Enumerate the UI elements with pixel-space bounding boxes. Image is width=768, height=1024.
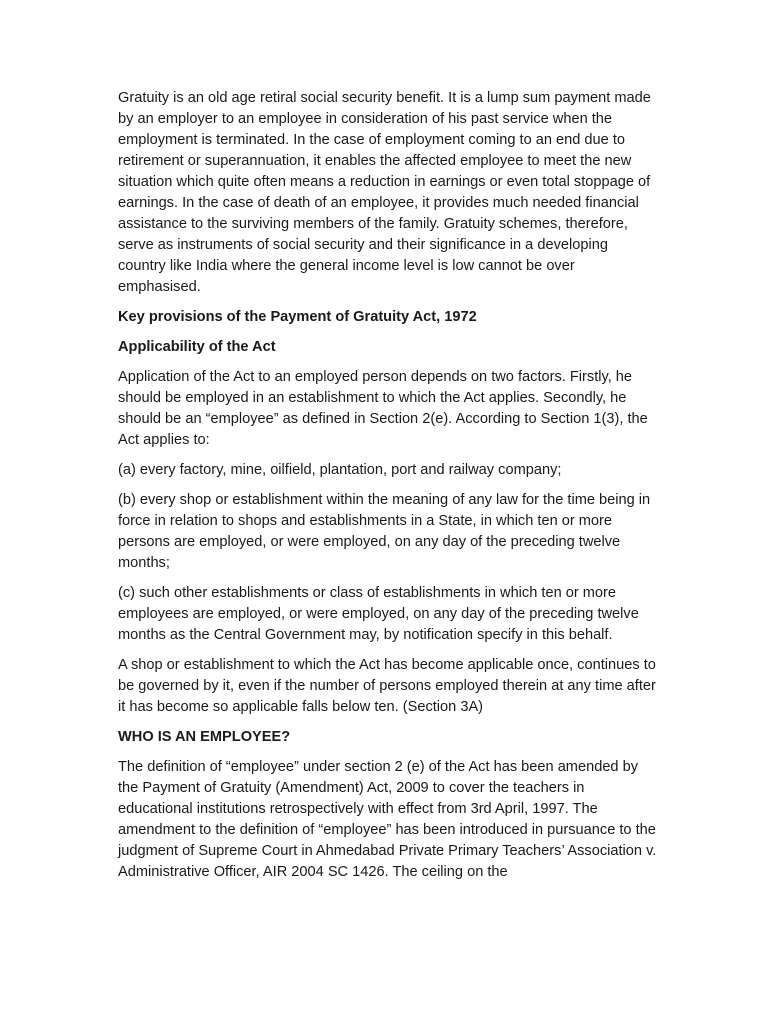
heading-key-provisions: Key provisions of the Payment of Gratuity Act, 1972	[118, 309, 477, 325]
applicability-paragraph: Application of the Act to an employed person depends on two factors. Firstly, he should be employed in an establishment to which the Act applies. Secondly, he should be an “employee” as defined in Section 2(e). According to Section 1(3), the Act applies to:	[118, 369, 648, 448]
heading-employee: WHO IS AN EMPLOYEE?	[118, 729, 291, 745]
employee-paragraph: The definition of “employee” under section 2 (e) of the Act has been amended by the Payment of Gratuity (Amendment) Act, 2009 to cover the teachers in educational institutions retrospectively with effect from 3rd April, 1997. The amendment to the definition of “employee” has been introduced in pursuance to the judgment of Supreme Court in Ahmedabad Private Primary Teachers’ Association v. Administrative Officer, AIR 2004 SC 1426. The ceiling on the	[118, 759, 657, 880]
document-page	[118, 88, 658, 892]
list-item-c: (c) such other establishments or class of establishments in which ten or more employees are employed, or were employed, on any day of the preceding twelve months as the Central Government may, by notification specify in this behalf.	[118, 585, 639, 643]
list-item-b: (b) every shop or establishment within the meaning of any law for the time being in force in relation to shops and establishments in a State, in which ten or more persons are employed, or were employed, on any day of the preceding twelve months;	[118, 492, 651, 571]
heading-applicability: Applicability of the Act	[118, 339, 276, 355]
shop-paragraph: A shop or establishment to which the Act has become applicable once, continues to be governed by it, even if the number of persons employed therein at any time after it has become so applicable falls below ten. (Section 3A)	[118, 657, 656, 715]
intro-paragraph: Gratuity is an old age retiral social security benefit. It is a lump sum payment made by an employer to an employee in consideration of his past service when the employment is terminated. In the case of employment coming to an end due to retirement or superannuation, it enables the affected employee to meet the new situation which quite often means a reduction in earnings or even total stoppage of earnings. In the case of death of an employee, it provides much needed financial assistance to the surviving members of the family. Gratuity schemes, therefore, serve as instruments of social security and their significance in a developing country like India where the general income level is low cannot be over emphasised.	[118, 90, 651, 295]
list-item-a: (a) every factory, mine, oilfield, plantation, port and railway company;	[118, 462, 562, 478]
